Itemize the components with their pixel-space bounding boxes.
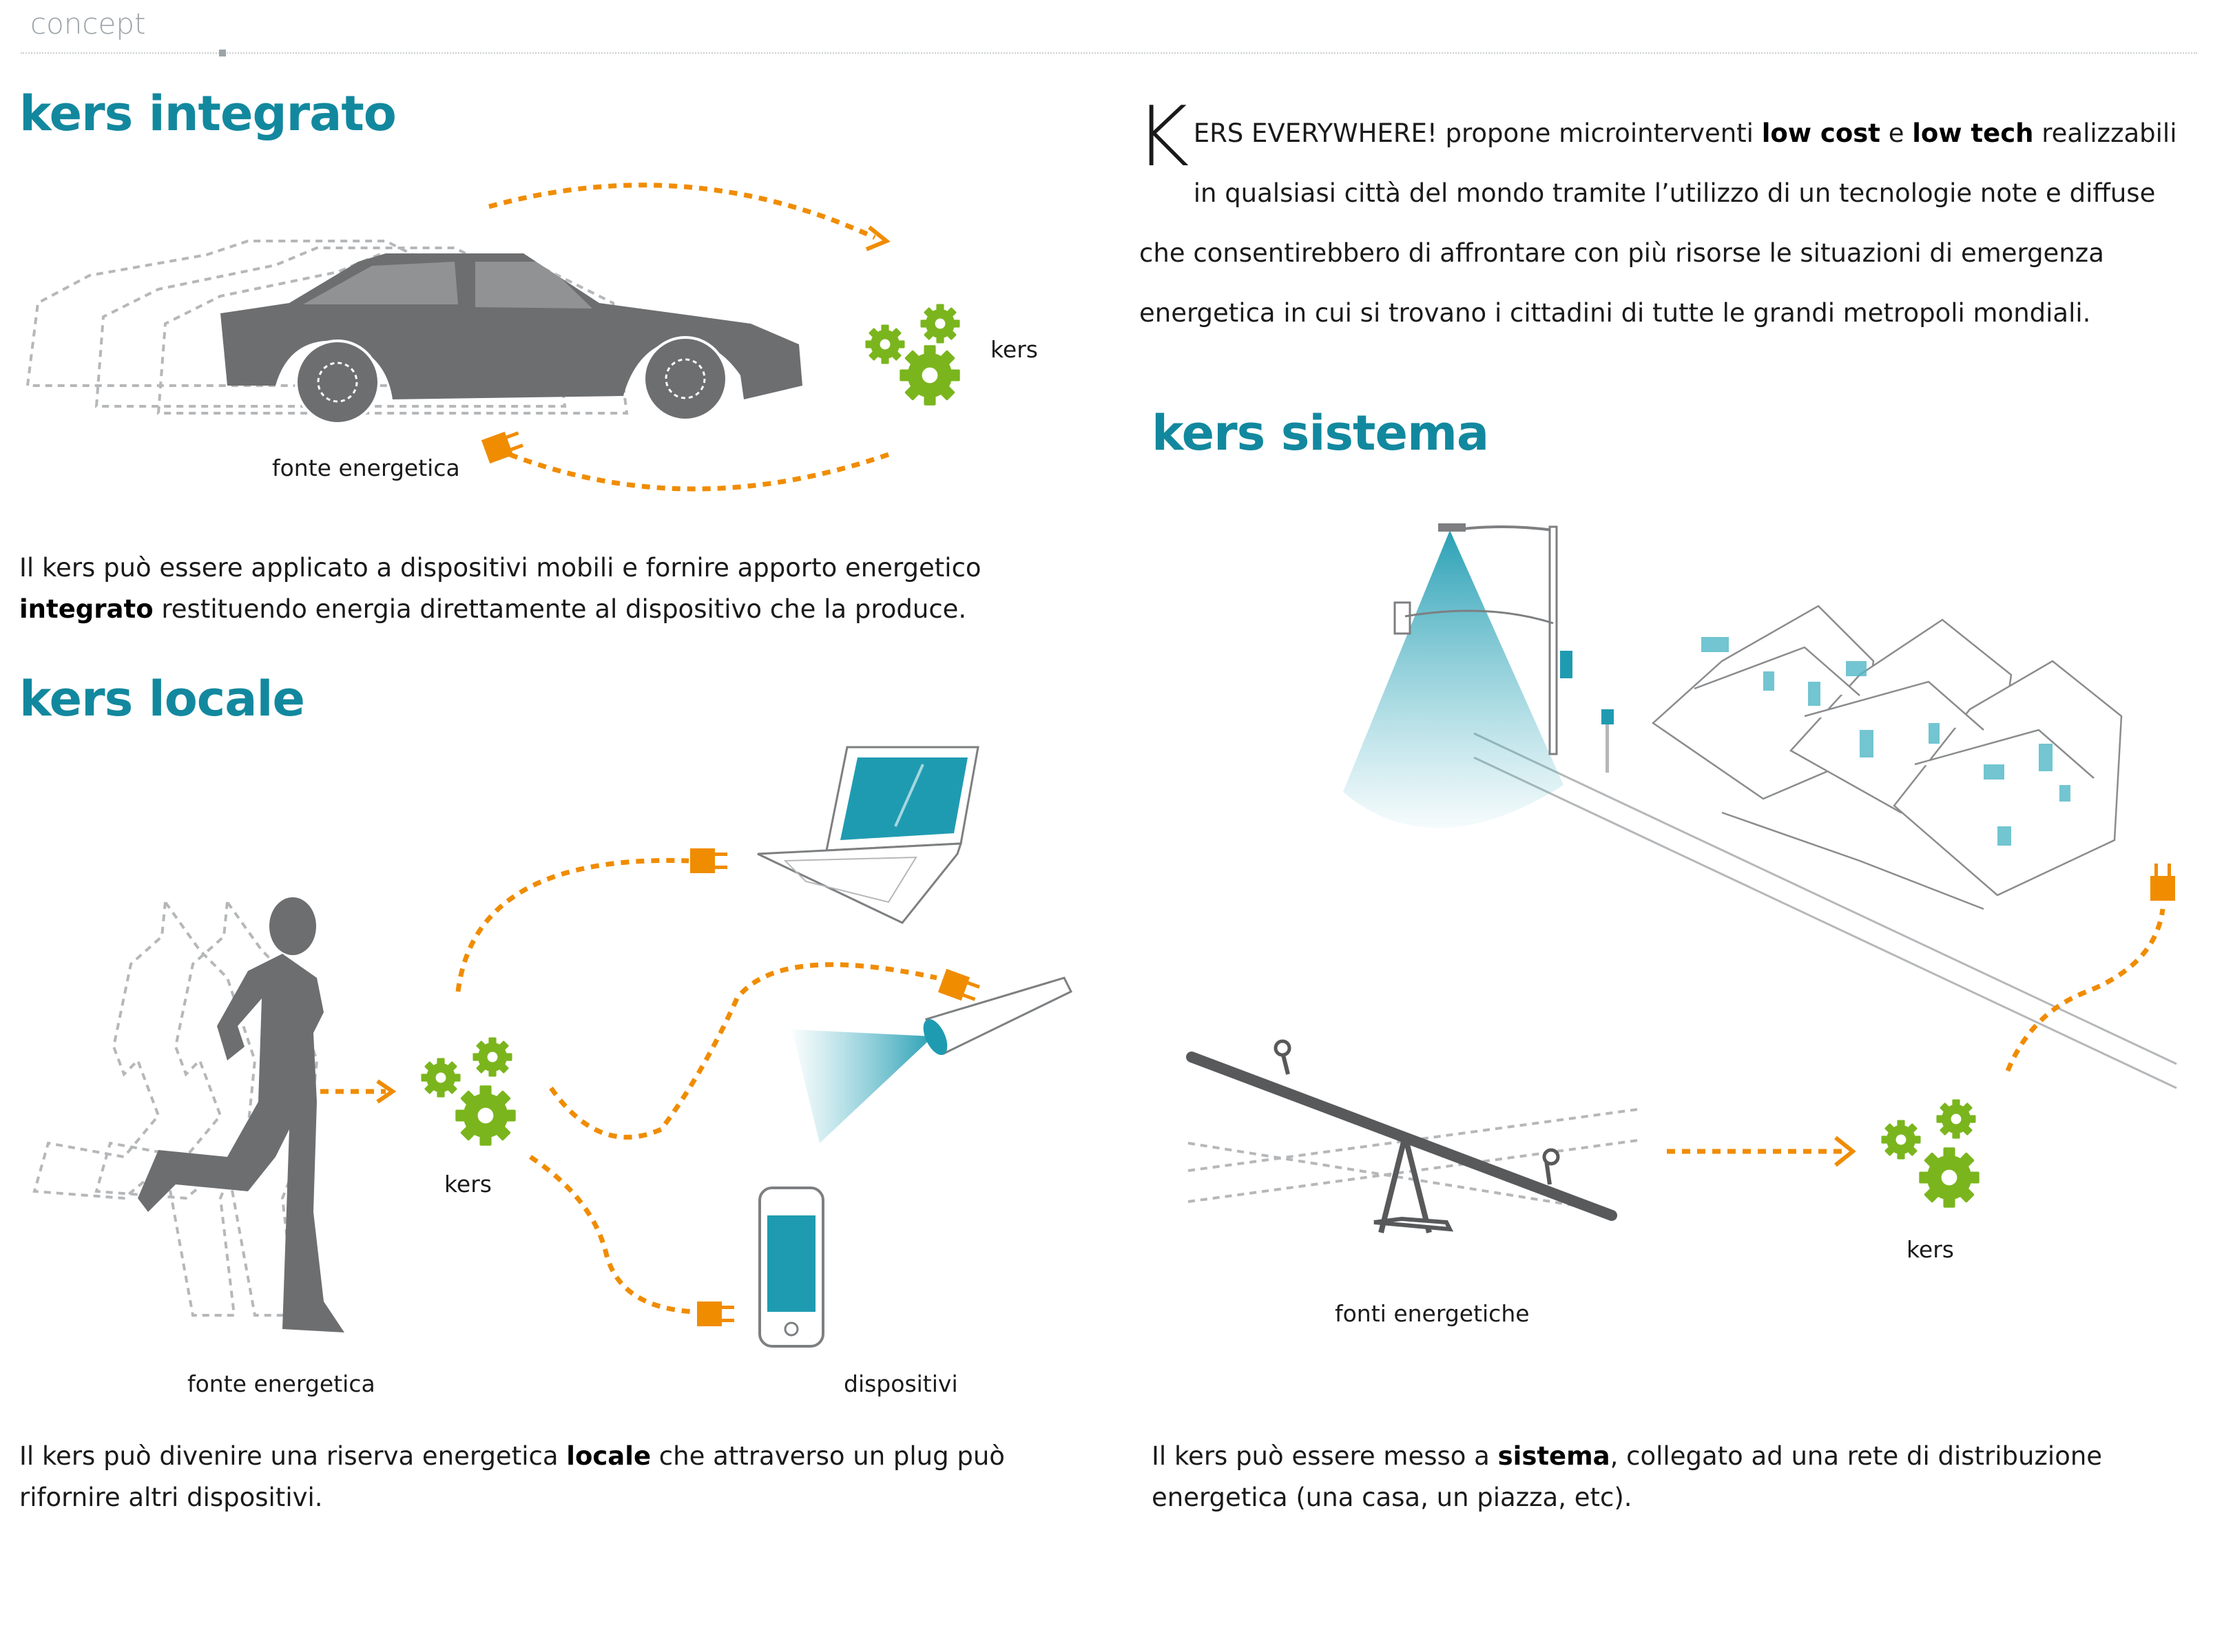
flashlight-icon [792,978,1071,1143]
label-kers-locale: kers [444,1171,492,1198]
houses-icon [1653,606,2121,909]
label-fonte-energetica-locale: fonte energetica [187,1370,375,1397]
plug-icon [938,969,981,1005]
plug-icon [2150,864,2175,901]
gear-icon [1881,1099,1979,1207]
car-icon [28,241,802,424]
plug-icon [690,848,727,873]
arrow-car-to-kers [489,185,875,238]
title-kers-sistema: kers sistema [1152,405,1489,461]
laptop-icon [758,747,978,923]
arrow-kers-to-laptop [458,861,689,992]
desc-kers-locale: Il kers può divenire una riserva energetica locale che attraverso un plug può rifornire altri dispositivi. [19,1441,1005,1512]
intro-paragraph: KERS EVERYWHERE! propone microinterventi low cost e low tech realizzabili in qualsiasi città del mondo tramite l’utilizzo di un tecnologie note e diffuse che consentirebbero di affrontare con più risorse le situazioni di emergenza energetica in cui si trovano i cittadini di tutte le grandi metropoli mondiali. [1135,90,2177,328]
arrow-kers-to-phone [530,1157,696,1312]
arrow-kers-to-car [510,454,889,489]
gear-icon [421,1037,515,1145]
runner-icon [34,897,344,1332]
streetlamp-icon [1343,523,1614,828]
seesaw-icon [1188,1041,1643,1233]
smartphone-icon [760,1188,823,1346]
label-fonte-energetica-integrato: fonte energetica [272,454,460,481]
title-kers-locale: kers locale [19,671,304,727]
desc-kers-sistema: Il kers può essere messo a sistema, collegato ad una rete di distribuzione energetica (una casa, un piazza, etc). [1152,1441,2103,1512]
intro-dropcap: K [1135,90,1189,185]
label-kers-integrato: kers [990,336,1038,363]
label-kers-sistema: kers [1906,1236,1954,1263]
plug-icon [697,1301,734,1326]
plug-icon [481,428,525,463]
label-dispositivi: dispositivi [844,1370,958,1397]
label-fonti-energetiche: fonti energetiche [1335,1300,1530,1327]
title-kers-integrato: kers integrato [19,85,396,142]
section-label: concept [30,7,146,41]
gear-icon [865,304,959,405]
desc-kers-integrato: Il kers può essere applicato a dispositivi mobili e fornire apporto energetico integrato restituendo energia direttamente al dispositivo che la produce. [19,553,981,624]
